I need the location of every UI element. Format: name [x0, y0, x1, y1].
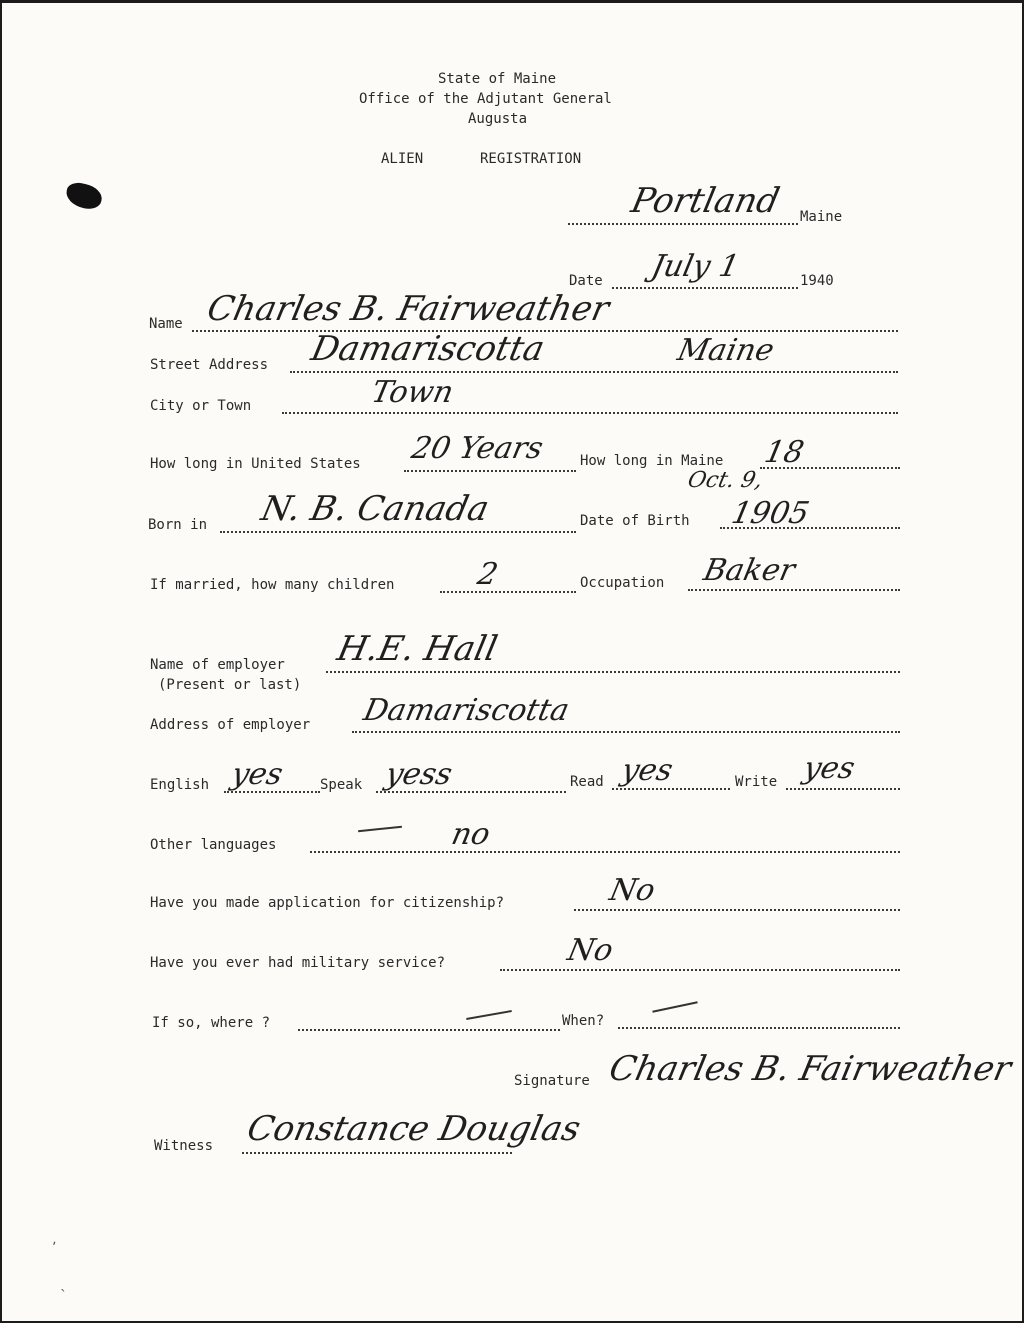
- dob-label: Date of Birth: [580, 513, 690, 529]
- employer-address-label: Address of employer: [150, 717, 311, 733]
- date-dots: [612, 287, 798, 289]
- citizenship-dots: [574, 909, 900, 911]
- children-dots: [440, 591, 576, 593]
- date-year: 1940: [800, 273, 834, 289]
- born-value: N. B. Canada: [257, 489, 493, 529]
- occupation-dots: [688, 589, 900, 591]
- citizenship-label: Have you made application for citizenship?: [150, 895, 505, 911]
- employer-dots: [326, 671, 900, 673]
- english-value: yes: [228, 757, 286, 792]
- header-office: Office of the Adjutant General: [359, 91, 612, 107]
- dash-mark-where: [466, 1010, 512, 1020]
- born-dots: [220, 531, 576, 533]
- scan-border-left: [0, 0, 2, 1323]
- maine-years-label: How long in Maine: [580, 453, 724, 469]
- dob-value: 1905: [728, 496, 813, 531]
- margin-tick-mark: ʼ: [52, 1240, 57, 1256]
- other-languages-dots: [310, 851, 900, 853]
- employer-label: Name of employer: [150, 657, 285, 673]
- witness-value: Constance Douglas: [243, 1109, 584, 1149]
- date-label: Date: [569, 273, 603, 289]
- signature-value: Charles B. Fairweather: [605, 1049, 1015, 1089]
- employer-value: H.E. Hall: [333, 629, 501, 669]
- scan-border-top: [0, 0, 1024, 3]
- place-label: Maine: [800, 209, 843, 225]
- read-value: yes: [618, 753, 676, 788]
- street-dots: [290, 371, 898, 373]
- occupation-value: Baker: [700, 553, 799, 588]
- city-value: Town: [368, 375, 457, 410]
- us-years-label: How long in United States: [150, 456, 361, 472]
- signature-label: Signature: [514, 1073, 590, 1089]
- date-value: July 1: [648, 249, 743, 284]
- header-city: Augusta: [468, 111, 528, 127]
- read-dots: [612, 788, 730, 790]
- write-label: Write: [735, 774, 778, 790]
- witness-dots: [242, 1152, 512, 1154]
- witness-label: Witness: [154, 1138, 214, 1154]
- name-label: Name: [149, 316, 183, 332]
- street-value: Damariscotta: [307, 329, 548, 369]
- read-label: Read: [570, 774, 604, 790]
- military-dots: [500, 969, 900, 971]
- title-registration: REGISTRATION: [480, 151, 582, 167]
- occupation-label: Occupation: [580, 575, 665, 591]
- speak-value: yess: [382, 757, 456, 792]
- header-state: State of Maine: [438, 71, 557, 87]
- maine-years-value: 18: [761, 435, 808, 470]
- dob-value-top: Oct. 9,: [685, 468, 765, 493]
- city-label: City or Town: [150, 398, 252, 414]
- other-languages-value: no: [448, 817, 494, 852]
- ink-blot: [64, 181, 104, 212]
- place-value: Portland: [627, 181, 783, 221]
- city-dots: [282, 412, 898, 414]
- other-languages-label: Other languages: [150, 837, 277, 853]
- us-years-dots: [404, 470, 576, 472]
- street-label: Street Address: [150, 357, 269, 373]
- citizenship-value: No: [606, 873, 659, 908]
- dash-mark-when: [652, 1001, 697, 1013]
- when-dots: [618, 1027, 900, 1029]
- military-value: No: [564, 933, 617, 968]
- born-label: Born in: [148, 517, 208, 533]
- write-value: yes: [800, 751, 858, 786]
- employer-address-value: Damariscotta: [360, 693, 573, 728]
- margin-tick-mark: ˎ: [60, 1276, 67, 1292]
- write-dots: [786, 788, 900, 790]
- english-label: English: [150, 777, 210, 793]
- speak-label: Speak: [320, 777, 363, 793]
- street-value-state: Maine: [674, 333, 778, 368]
- military-label: Have you ever had military service?: [150, 955, 446, 971]
- children-label: If married, how many children: [150, 577, 395, 593]
- us-years-value: 20 Years: [408, 431, 547, 466]
- where-dots: [298, 1029, 560, 1031]
- children-value: 2: [474, 557, 501, 592]
- when-label: When?: [562, 1013, 605, 1029]
- title-alien: ALIEN: [381, 151, 424, 167]
- place-dots: [568, 223, 798, 225]
- where-label: If so, where ?: [152, 1015, 271, 1031]
- name-value: Charles B. Fairweather: [203, 289, 613, 329]
- dash-mark: [358, 826, 402, 833]
- employer-address-dots: [352, 731, 900, 733]
- employer-sublabel: (Present or last): [158, 677, 302, 693]
